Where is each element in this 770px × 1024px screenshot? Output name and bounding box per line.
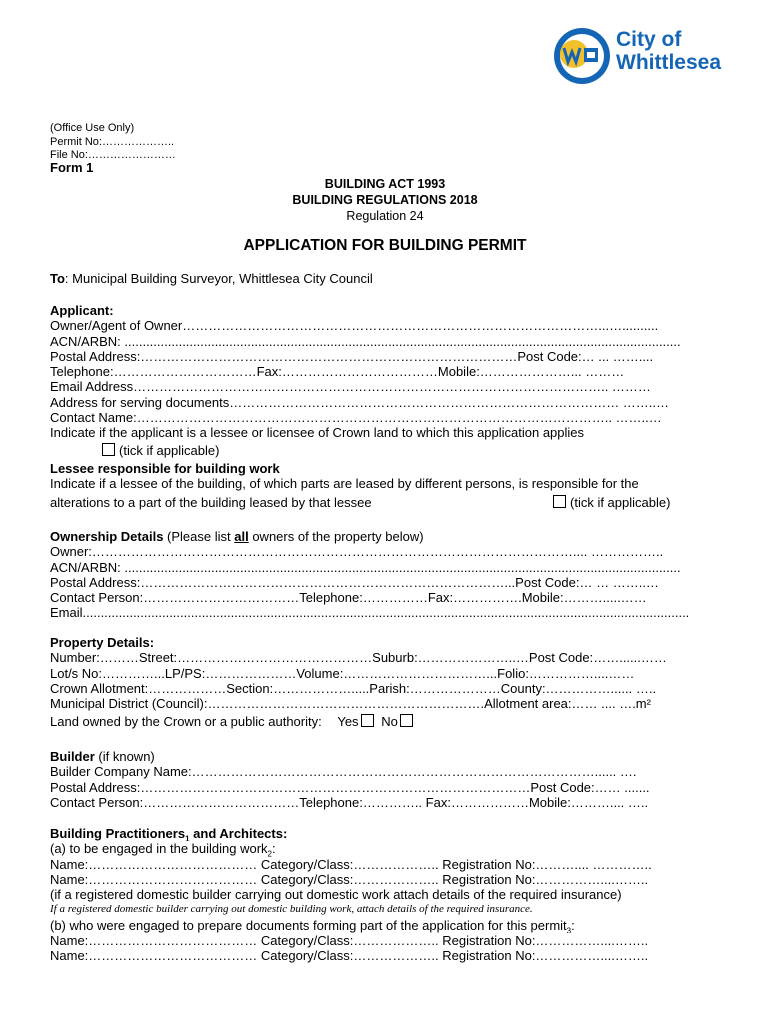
owner-field[interactable]: Owner:………………………………………………………………………………………………….... ……………..: [50, 544, 664, 560]
builder-postal-field[interactable]: Postal Address:………………………………………………………………………………Post Code:…… .......: [50, 779, 650, 795]
builder-section: [50, 749, 720, 810]
no-checkbox[interactable]: [400, 714, 413, 727]
owner-agent-field[interactable]: Owner/Agent of Owner……………………………………………………………………………………...…..........: [50, 318, 659, 334]
builder-company-field[interactable]: Builder Company Name:…………………………………………………………………………………...... ….: [50, 764, 637, 780]
builder-heading-row: [50, 749, 720, 764]
builder-heading: Builder: [50, 749, 95, 764]
acn-field[interactable]: ACN/ARBN: ..........................................................................................................................................................: [50, 333, 681, 349]
yes-label: Yes: [337, 714, 359, 730]
yes-checkbox[interactable]: [361, 714, 374, 727]
logo-wordmark: [616, 28, 721, 74]
regulation-heading: [0, 176, 770, 224]
practitioner-name-field[interactable]: Name:………………………………… Category/Class:……………….. Registration No:……………....……..: [50, 948, 649, 964]
property-heading: Property Details:: [50, 635, 155, 650]
crown-land-tick-row: [50, 443, 720, 458]
lessee-section: [50, 461, 720, 510]
logo-line-2: Whittlesea: [616, 51, 722, 74]
regulations-title: BUILDING REGULATIONS 2018: [292, 193, 478, 207]
owner-contact-field[interactable]: Contact Person:………………………………Telephone:……………Fax:…………….Mobile:……….....……: [50, 590, 647, 606]
crown-allotment-field[interactable]: Crown Allotment:………………Section:……………….....Parish:…………………County:……………...... …..: [50, 680, 657, 696]
to-recipient: : Municipal Building Surveyor, Whittlesea City Council: [64, 271, 373, 286]
lessee-text-row-2: [50, 495, 720, 510]
lessee-text-line-2: alterations to a part of the building leased by that lessee: [50, 494, 372, 510]
lessee-checkbox[interactable]: [553, 495, 566, 508]
form-label: Form 1: [50, 160, 94, 175]
permit-no-field[interactable]: Permit No:………………..: [50, 135, 175, 148]
tick-label: (tick if applicable): [119, 442, 220, 458]
ownership-section: [50, 529, 720, 621]
practitioners-section: [50, 826, 720, 964]
file-no-field[interactable]: File No:……………………: [50, 149, 176, 161]
act-title: BUILDING ACT 1993: [324, 177, 446, 191]
crown-land-checkbox[interactable]: [102, 443, 115, 456]
office-use-block: [50, 122, 176, 163]
postal-address-field[interactable]: Postal Address:……………………………………………………………………………Post Code:… ... ……....: [50, 348, 654, 364]
city-of-whittlesea-logo: [552, 26, 742, 86]
footnote-1: 1: [185, 834, 190, 842]
lessee-heading: Lessee responsible for building work: [50, 461, 280, 476]
telephone-field[interactable]: Telephone:……………………………Fax:………………………………Mobile:…………………... ………: [50, 364, 625, 380]
ownership-note-all: all: [234, 529, 249, 544]
ownership-note-pre: (Please list: [167, 529, 235, 544]
footnote-3: 3: [566, 926, 572, 934]
lessee-tick-label: (tick if applicable): [570, 494, 671, 510]
practitioners-heading-row: [50, 826, 720, 841]
documents-heading-post: :: [571, 917, 575, 933]
engaged-heading-row: [50, 841, 720, 856]
owner-email-field[interactable]: Email........................................................................................................................................................................: [50, 605, 690, 621]
property-section: [50, 635, 720, 731]
practitioner-name-field[interactable]: Name:………………………………… Category/Class:……………….. Registration No:……………....……..: [50, 933, 649, 949]
serving-address-field[interactable]: Address for serving documents……………………………………………………………………………… ……..…: [50, 394, 670, 410]
documents-heading-row: [50, 918, 720, 933]
ownership-heading-row: [50, 529, 720, 544]
builder-contact-field[interactable]: Contact Person:………………………………Telephone:………….. Fax:………………Mobile:……….... …..: [50, 794, 649, 810]
insurance-note-italic: If a registered domestic builder carrying out domestic building work, attach details of the required insurance.: [50, 903, 533, 916]
practitioner-name-field[interactable]: Name:………………………………… Category/Class:……………….. Registration No:……………....……..: [50, 871, 649, 887]
footnote-2: 2: [267, 849, 272, 857]
page-title: APPLICATION FOR BUILDING PERMIT: [243, 237, 527, 254]
applicant-heading: Applicant:: [50, 303, 114, 318]
lot-field[interactable]: Lot/s No:…………...LP/PS:…………………Volume:……………………………...Folio:……………....……: [50, 665, 635, 681]
builder-heading-note: (if known): [94, 749, 155, 764]
practitioner-name-field[interactable]: Name:………………………………… Category/Class:……………….. Registration No:……….... …………..: [50, 856, 652, 872]
crown-land-question: Indicate if the applicant is a lessee or licensee of Crown land to which this application applies: [50, 425, 585, 441]
email-field[interactable]: Email Address……………………………………………………………………………………………….. ………: [50, 379, 651, 395]
practitioners-heading: Building Practitioners: [50, 826, 186, 841]
ownership-note-post: owners of the property below): [248, 529, 424, 544]
lessee-text-line-1: Indicate if a lessee of the building, of which parts are leased by different persons, is responsible for the: [50, 476, 639, 492]
owner-acn-field[interactable]: ACN/ARBN: ..........................................................................................................................................................: [50, 559, 681, 575]
logo-line-1: City of: [616, 28, 682, 51]
engaged-heading: (a) to be engaged in the building work: [50, 841, 268, 857]
owner-postal-field[interactable]: Postal Address:…………………………………………………………………………...Post Code:… … ……..…: [50, 574, 659, 590]
to-line: [50, 271, 720, 286]
office-use-label: (Office Use Only): [50, 122, 135, 134]
regulation-number: Regulation 24: [346, 209, 424, 223]
crown-owned-label: Land owned by the Crown or a public authority:: [50, 714, 322, 730]
contact-name-field[interactable]: Contact Name:……………………………………………………………………………………………….. ……..…: [50, 410, 662, 426]
insurance-note: (if a registered domestic builder carrying out domestic work attach details of the required insurance): [50, 887, 622, 903]
applicant-section: [50, 303, 720, 458]
documents-heading: (b) who were engaged to prepare documents forming part of the application for this permit: [50, 917, 567, 933]
street-address-field[interactable]: Number:………Street:………………………………………Suburb:…………………..…Post Code:……......……: [50, 650, 667, 666]
no-label: No: [381, 714, 398, 730]
to-label: To: [50, 271, 65, 286]
ownership-heading: Ownership Details: [50, 529, 164, 544]
lessee-tick-group: [553, 495, 670, 510]
practitioners-heading-post: and Architects:: [189, 826, 288, 841]
council-emblem-icon: [552, 26, 612, 86]
municipal-district-field[interactable]: Municipal District (Council):……………………………………………………….Allotment area:…… .... ….m²: [50, 696, 651, 712]
crown-owned-row: [50, 714, 720, 731]
engaged-heading-post: :: [272, 841, 276, 857]
